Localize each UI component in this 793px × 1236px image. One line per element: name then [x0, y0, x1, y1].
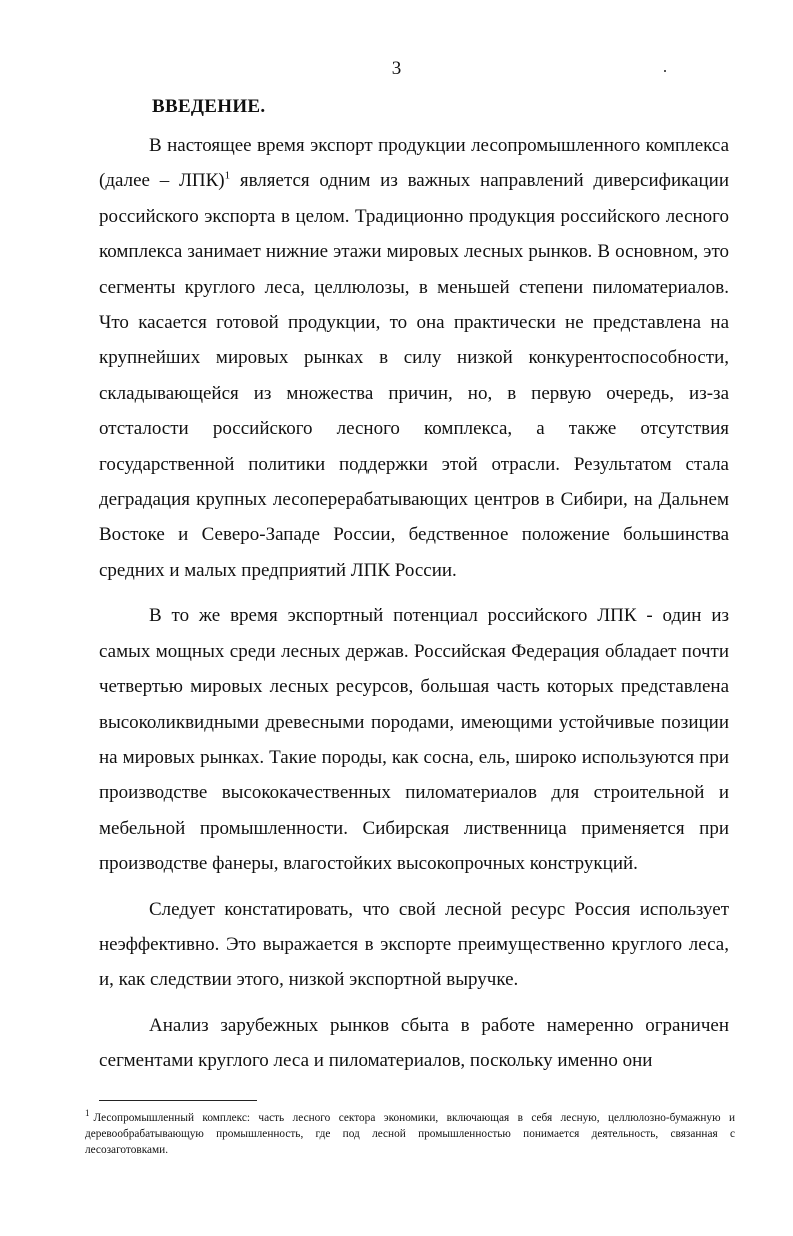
scan-artifact-dot: [664, 70, 666, 72]
footnote-text: Лесопромышленный комплекс: часть лесного сектора экономики, включающая в себя лесную, целлюлозно-бумажную и деревообрабатывающую промышленность, где под лесной промышленностью понимается деятельность, связанная с лесозаготовками.: [85, 1112, 735, 1156]
paragraph-1-start: В настоящее время экспорт продукции лесопромышленного комплекса (далее – ЛПК): [99, 135, 729, 192]
paragraph-2: В то же время экспортный потенциал российского ЛПК - один из самых мощных среди лесных держав. Российская Федерация обладает почти четвертью мировых лесных ресурсов, большая часть которых представлена высоколиквидными древесными породами, имеющими устойчивые позиции на мировых рынках. Такие породы, как сосна, ель, широко используются при производстве высококачественных пиломатериалов для строительной и мебельной промышленности. Сибирская лиственница применяется при производстве фанеры, влагостойких высокопрочных конструкций.: [99, 605, 729, 875]
footnote: [85, 1110, 735, 1158]
paragraph-1: [99, 128, 729, 588]
page-number: 3: [391, 58, 402, 79]
body-text: [99, 128, 729, 1079]
footnote-reference[interactable]: 1: [224, 170, 231, 183]
page-title: ВВЕДЕНИЕ.: [152, 96, 266, 117]
paragraph-3: Следует констатировать, что свой лесной ресурс Россия использует неэффективно. Это выражается в экспорте преимущественно круглого леса, и, как следствии этого, низкой экспортной выручке.: [99, 898, 729, 991]
paragraph-1-rest: является одним из важных направлений диверсификации российского экспорта в целом. Традиционно продукция российского лесного комплекса занимает нижние этажи мировых лесных рынков. В основном, это сегменты круглого леса, целлюлозы, в меньшей степени пиломатериалов. Что касается готовой продукции, то она практически не представлена на крупнейших мировых рынках в силу низкой конкурентоспособности, складывающейся из множества причин, но, в первую очередь, из-за отсталости российского лесного комплекса, а также отсутствия государственной политики поддержки этой отрасли. Результатом стала деградация крупных лесоперерабатывающих центров в Сибири, на Дальнем Востоке и Северо-Западе России, бедственное положение большинства средних и малых предприятий ЛПК России.: [99, 170, 729, 581]
footnote-divider: [99, 1100, 257, 1101]
paragraph-4: Анализ зарубежных рынков сбыта в работе намеренно ограничен сегментами круглого леса и пиломатериалов, поскольку именно они: [99, 1014, 729, 1072]
footnote-mark: 1: [85, 1108, 90, 1119]
